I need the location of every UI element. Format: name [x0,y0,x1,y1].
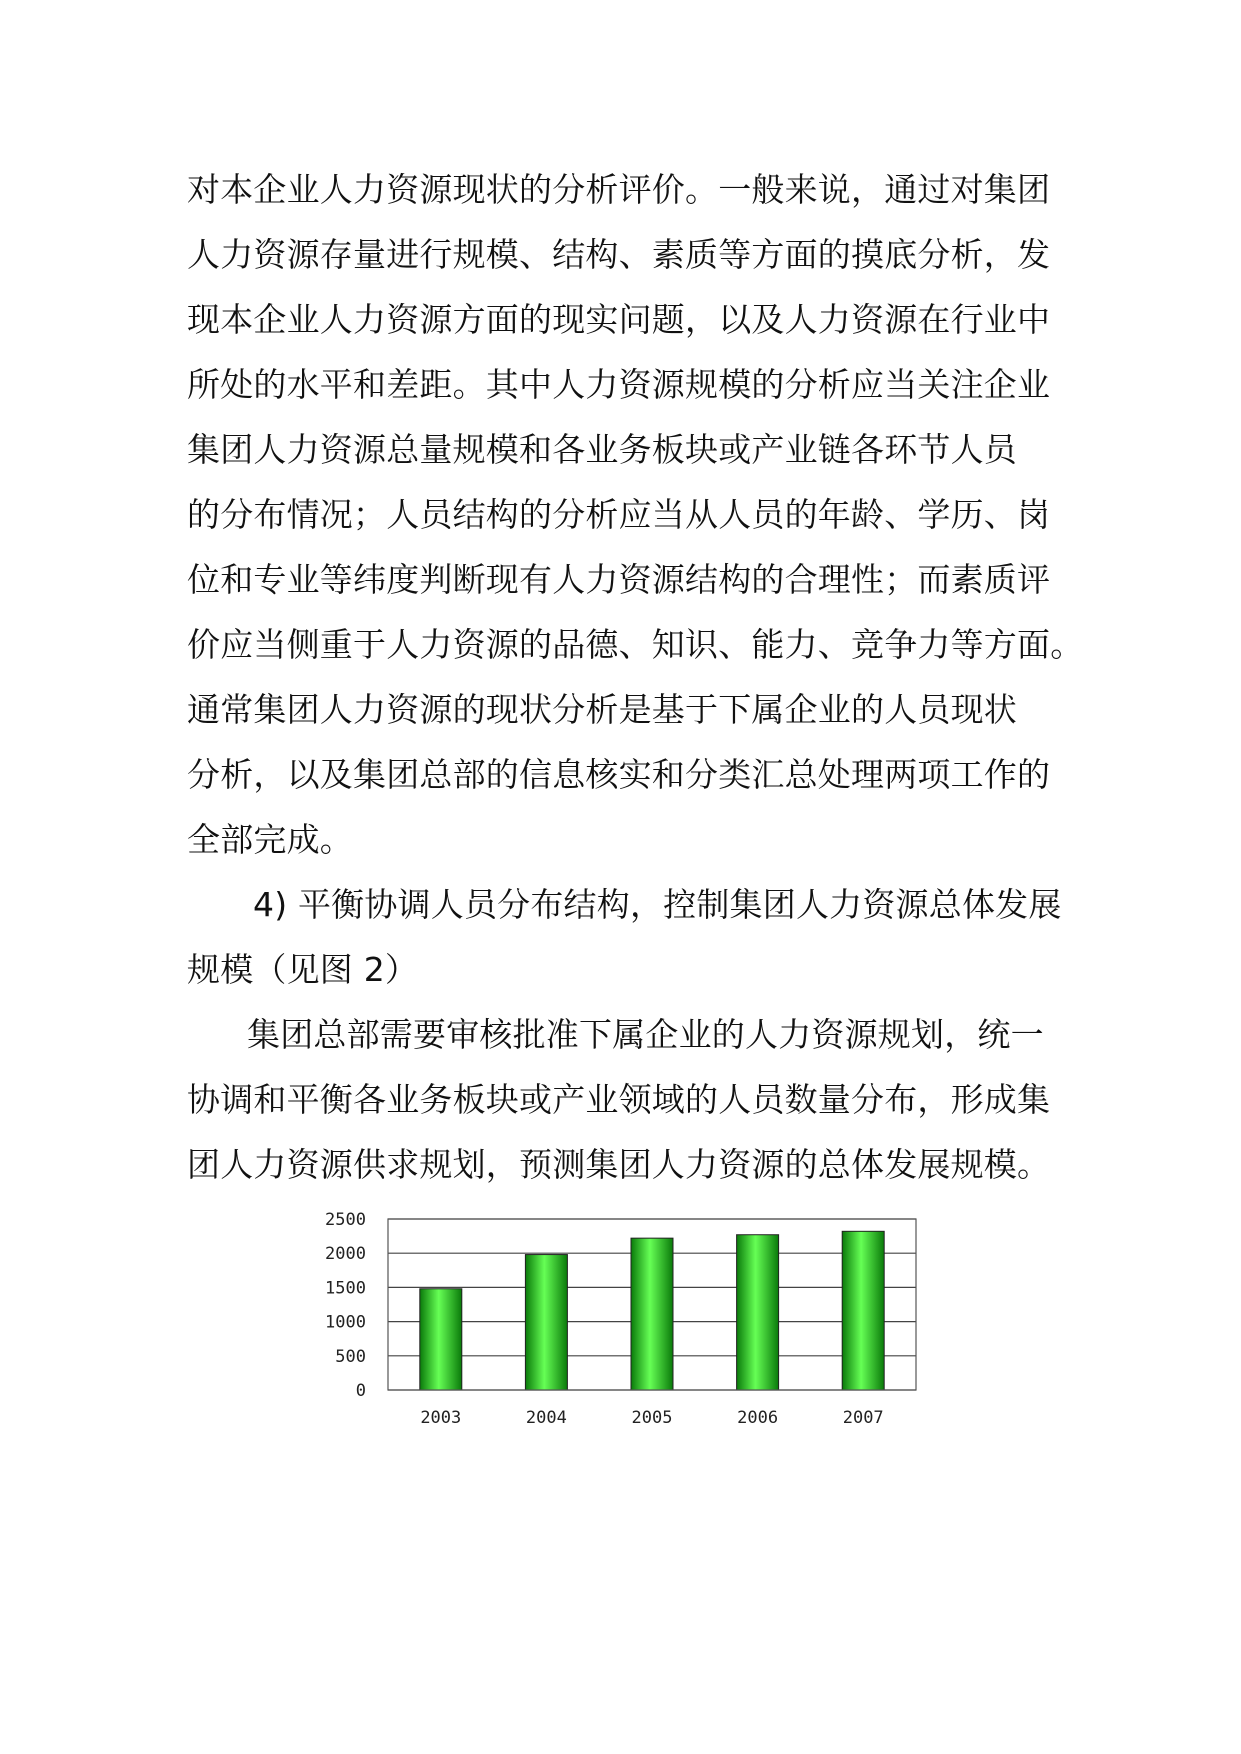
bar-2003 [420,1289,462,1390]
bar-2007 [842,1231,884,1390]
paragraph-1 [187,157,1084,872]
bars [420,1231,884,1390]
text-line: 现本企业人力资源方面的现实问题，以及人力资源在行业中 [187,300,1051,339]
text-line: 团人力资源供求规划，预测集团人力资源的总体发展规模。 [187,1145,1051,1184]
text-line: 通常集团人力资源的现状分析是基于下属企业的人员现状 [187,690,1017,729]
heading-line: 规模（见图 2） [187,950,419,989]
paragraph-2 [187,1002,1067,1197]
y-tick-label: 2500 [325,1210,366,1230]
bar-chart-svg [300,1205,940,1445]
y-tick-label: 1000 [325,1312,366,1333]
x-tick-label: 2004 [525,1408,567,1428]
heading-line: 4) 平衡协调人员分布结构，控制集团人力资源总体发展 [253,885,1062,924]
bar-2006 [737,1235,779,1390]
x-tick-label: 2003 [420,1408,462,1428]
text-line: 所处的水平和差距。其中人力资源规模的分析应当关注企业 [187,365,1051,404]
text-line: 人力资源存量进行规模、结构、素质等方面的摸底分析，发 [187,235,1051,274]
text-line: 集团总部需要审核批准下属企业的人力资源规划，统一 [247,1015,1044,1054]
text-line: 协调和平衡各业务板块或产业领域的人员数量分布，形成集 [187,1080,1051,1119]
y-tick-label: 500 [335,1346,366,1367]
section-heading-4 [187,872,1067,1002]
x-tick-label: 2007 [842,1408,884,1428]
body-text [187,157,1084,1197]
text-line: 全部完成。 [187,820,353,859]
x-axis-ticks [420,1408,883,1428]
bar-2005 [631,1238,673,1390]
bar-2004 [525,1255,567,1390]
text-line: 集团人力资源总量规模和各业务板块或产业链各环节人员 [187,430,1017,469]
text-line: 分析，以及集团总部的信息核实和分类汇总处理两项工作的 [187,755,1051,794]
y-axis-ticks [325,1210,366,1401]
text-line: 的分布情况；人员结构的分析应当从人员的年龄、学历、岗 [187,495,1051,534]
text-line: 位和专业等纬度判断现有人力资源结构的合理性；而素质评 [187,560,1051,599]
text-line: 对本企业人力资源现状的分析评价。一般来说，通过对集团 [187,170,1051,209]
y-tick-label: 0 [355,1381,366,1401]
bar-chart [300,1205,940,1445]
text-line: 价应当侧重于人力资源的品德、知识、能力、竞争力等方面。 [187,625,1084,664]
y-tick-label: 1500 [325,1278,366,1299]
x-tick-label: 2005 [631,1408,673,1428]
x-tick-label: 2006 [737,1408,779,1428]
y-tick-label: 2000 [325,1244,366,1265]
